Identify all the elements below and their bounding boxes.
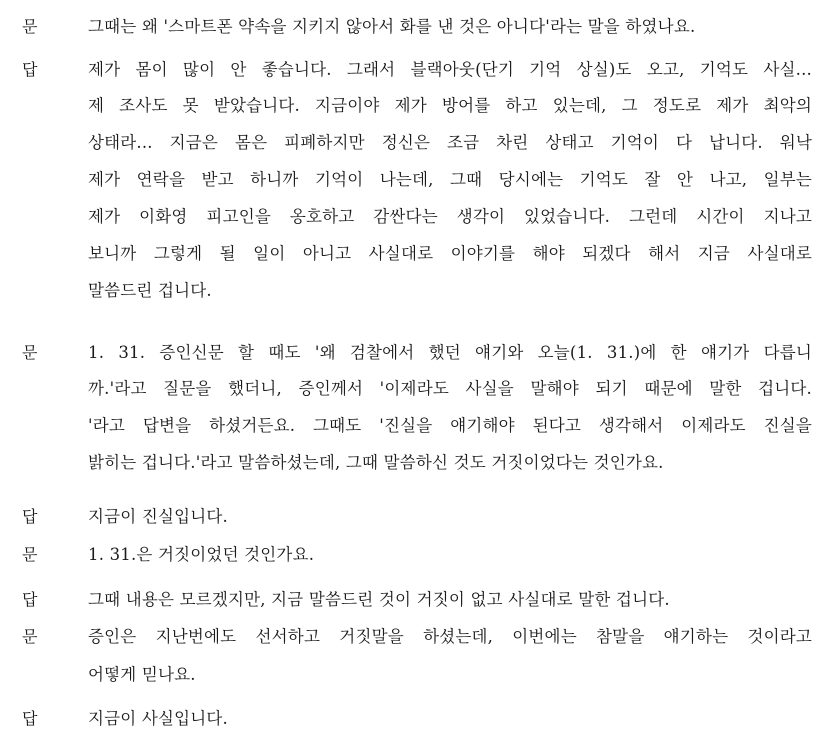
answer-text-line: 지금이 사실입니다. xyxy=(88,709,229,728)
answer-text-line: 지금이 진실입니다. xyxy=(88,507,229,526)
speaker-label-answer: 답 xyxy=(22,709,38,728)
question-text-line: 그때는 왜 '스마트폰 약속을 지키지 않아서 화를 낸 것은 아니다'라는 말을 하였나요. xyxy=(88,17,696,36)
answer-text-line: 그때 내용은 모르겠지만, 지금 말씀드린 것이 거짓이 없고 사실대로 말한 겁니다. xyxy=(88,590,670,609)
answer-text-line: 보니까 그렇게 될 일이 아니고 사실대로 이야기를 해야 되겠다 해서 지금 사실대로 xyxy=(88,244,812,263)
answer-text-line: 말씀드린 겁니다. xyxy=(88,281,212,300)
question-text-line: 1. 31. 증인신문 할 때도 '왜 검찰에서 했던 얘기와 오늘(1. 31.)에 한 얘기가 다릅니 xyxy=(88,343,812,362)
speaker-label-question: 문 xyxy=(22,545,38,564)
speaker-label-answer: 답 xyxy=(22,60,38,79)
speaker-label-answer: 답 xyxy=(22,590,38,609)
question-text-line: 1. 31.은 거짓이었던 것인가요. xyxy=(88,545,315,564)
speaker-label-question: 문 xyxy=(22,627,38,646)
question-text-line: 어떻게 믿나요. xyxy=(88,665,196,684)
speaker-label-question: 문 xyxy=(22,17,38,36)
question-text-line: 까.'라고 질문을 했더니, 증인께서 '이제라도 사실을 말해야 되기 때문에 말한 겁니다. xyxy=(88,379,812,398)
question-text-line: '라고 답변을 하셨거든요. 그때도 '진실을 얘기해야 된다고 생각해서 이제라도 진실을 xyxy=(88,416,812,435)
question-text-line: 밝히는 겁니다.'라고 말씀하셨는데, 그때 말씀하신 것도 거짓이었다는 것인가요. xyxy=(88,453,664,472)
answer-text-line: 제 조사도 못 받았습니다. 지금이야 제가 방어를 하고 있는데, 그 정도로 제가 최악의 xyxy=(88,96,812,115)
answer-text-line: 제가 이화영 피고인을 옹호하고 감싼다는 생각이 있었습니다. 그런데 시간이 지나고 xyxy=(88,207,812,226)
answer-text-line: 상태라... 지금은 몸은 피폐하지만 정신은 조금 차린 상태고 기억이 다 납니다. 워낙 xyxy=(88,133,812,152)
speaker-label-question: 문 xyxy=(22,343,38,362)
speaker-label-answer: 답 xyxy=(22,507,38,526)
question-text-line: 증인은 지난번에도 선서하고 거짓말을 하셨는데, 이번에는 참말을 얘기하는 것이라고 xyxy=(88,627,812,646)
answer-text-line: 제가 연락을 받고 하니까 기억이 나는데, 그때 당시에는 기억도 잘 안 나고, 일부는 xyxy=(88,170,812,189)
answer-text-line: 제가 몸이 많이 안 좋습니다. 그래서 블랙아웃(단기 기억 상실)도 오고, 기억도 사실... xyxy=(88,60,812,79)
